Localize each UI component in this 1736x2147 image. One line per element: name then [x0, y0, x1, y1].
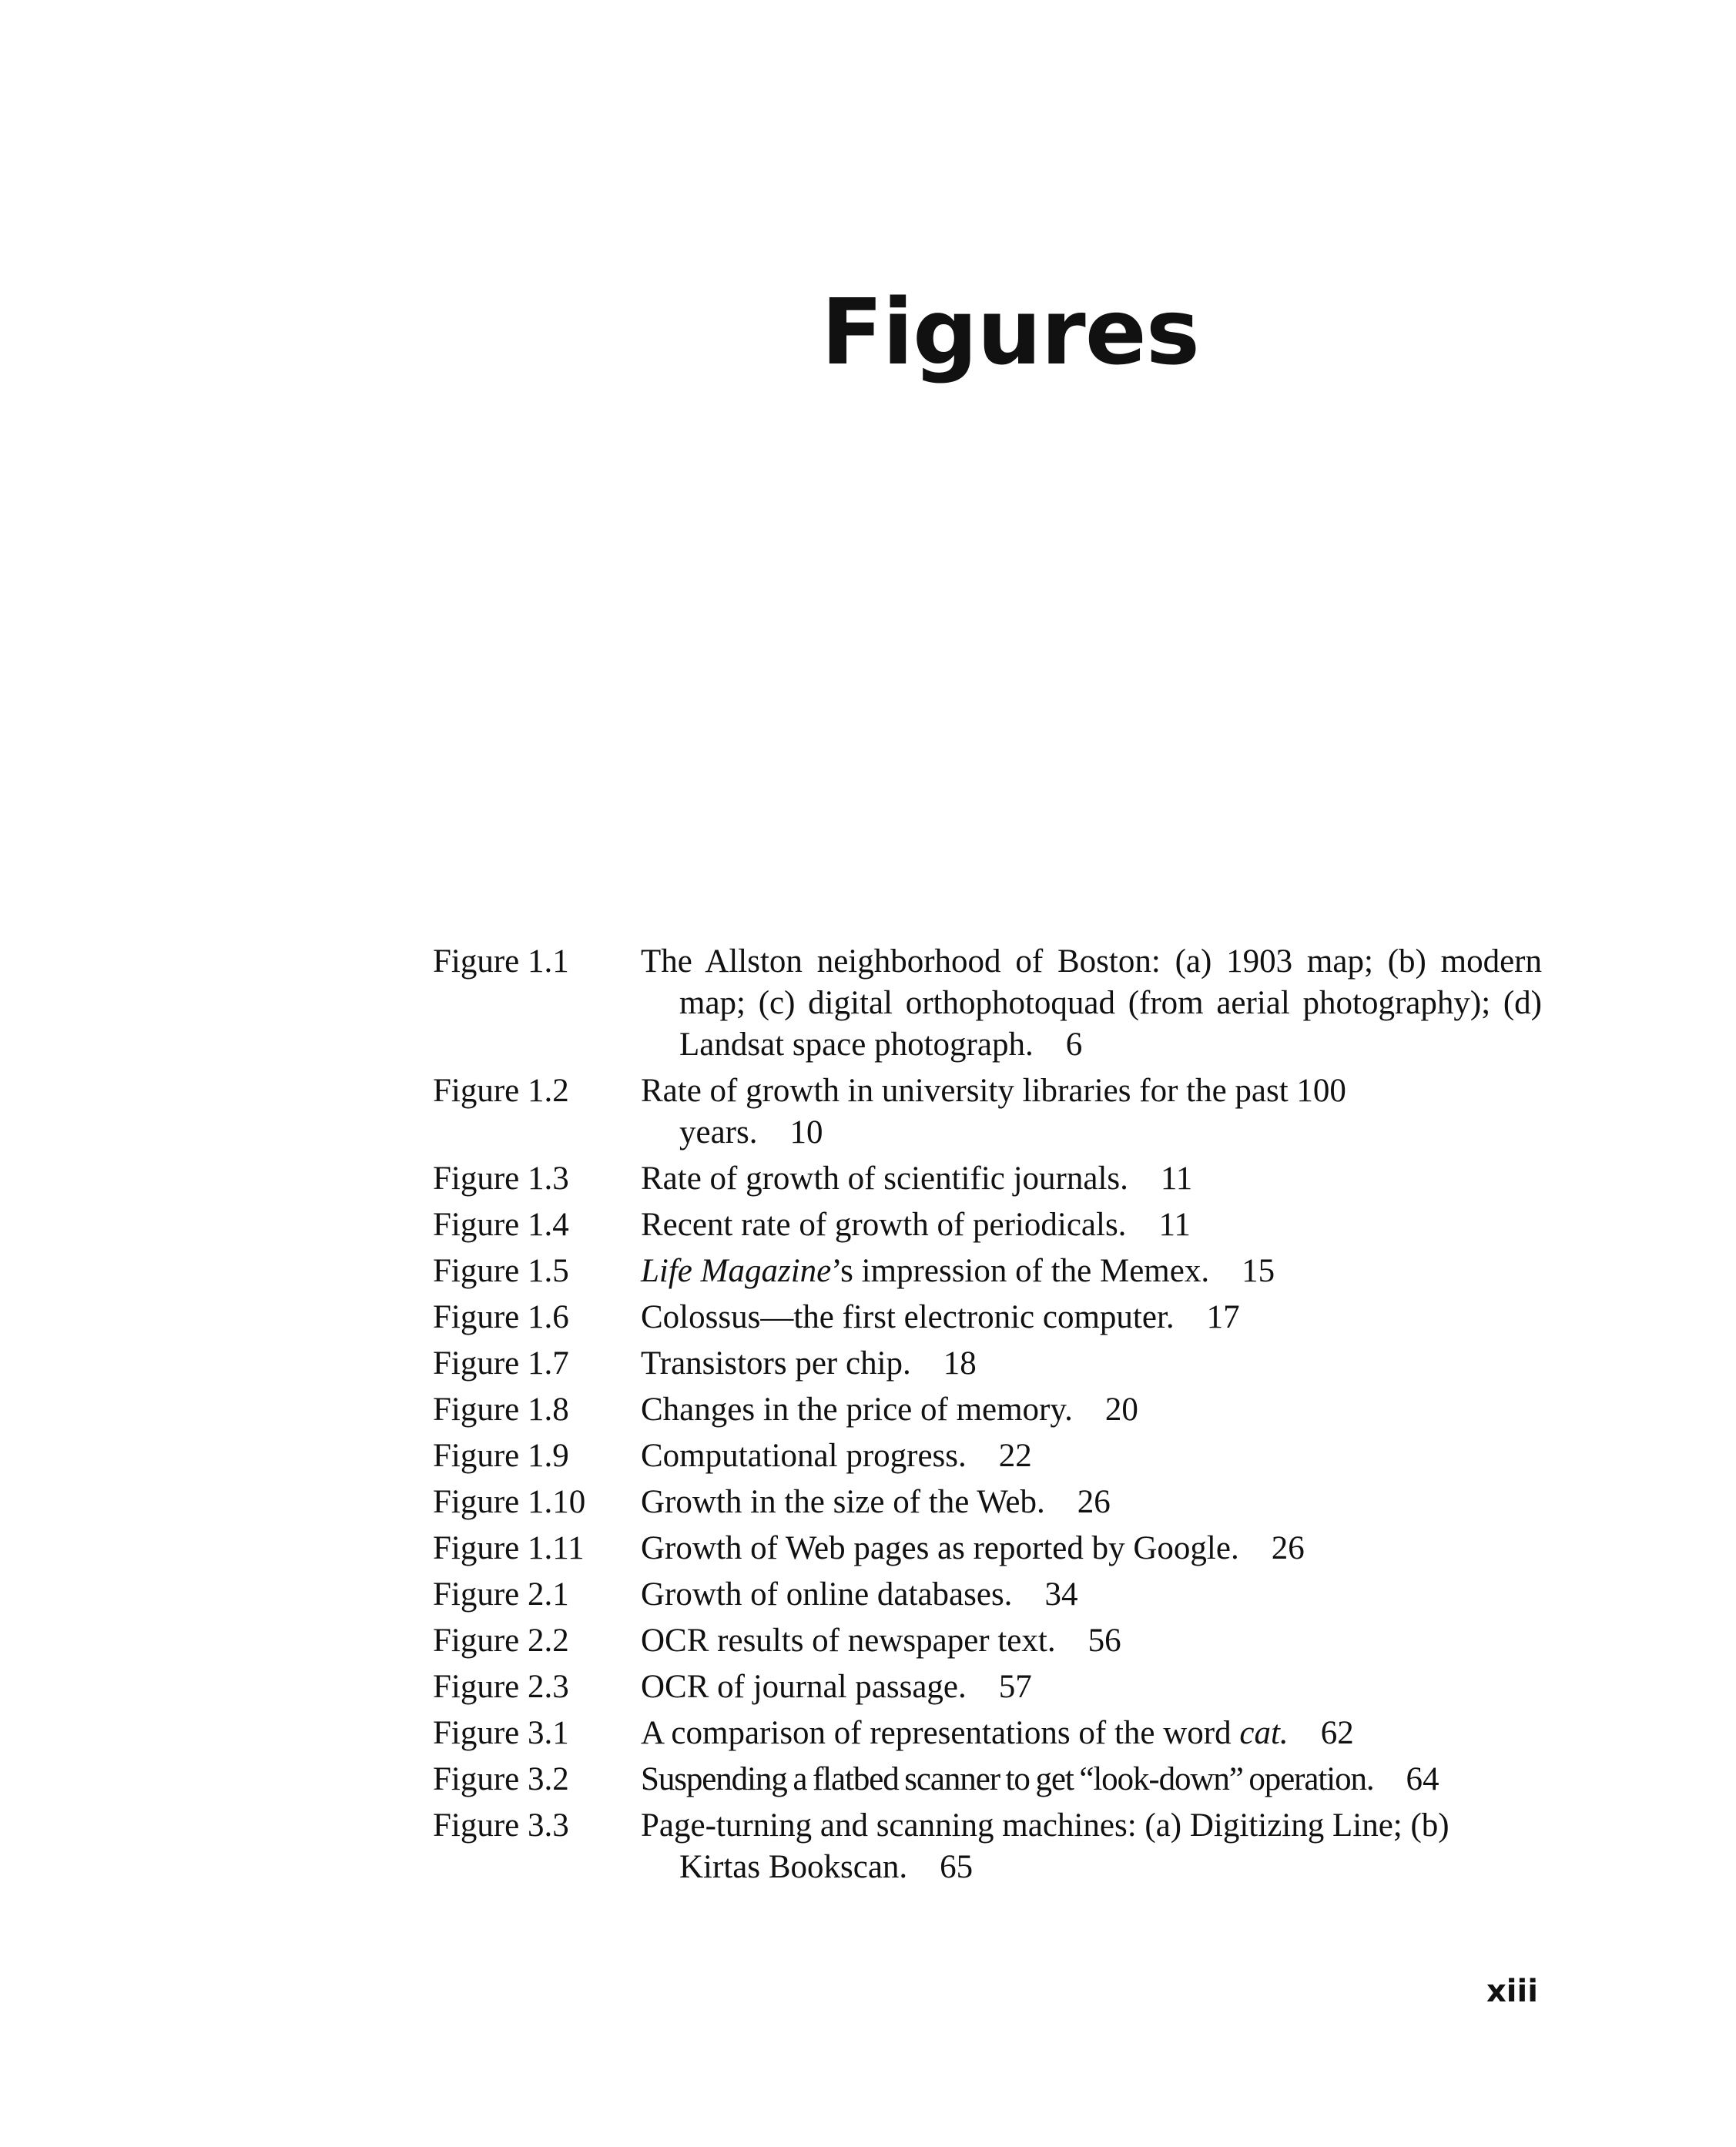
figure-entry-1-2	[433, 1070, 1542, 1154]
figure-label: Figure 1.10	[433, 1484, 586, 1520]
figure-page-number: 17	[1206, 1299, 1240, 1335]
figure-label: Figure 1.5	[433, 1253, 569, 1289]
figure-caption: Page-turning and scanning machines: (a) Digitizing Line; (b) Kirtas Bookscan. 65	[641, 1807, 1449, 1885]
figure-entry-1-1	[433, 941, 1542, 1066]
figure-page-number: 57	[998, 1669, 1032, 1705]
figure-entry-1-8	[433, 1389, 1542, 1431]
figure-caption: Life Magazine’s impression of the Memex. 15	[641, 1253, 1275, 1289]
figure-label: Figure 3.2	[433, 1761, 569, 1797]
figure-label: Figure 1.6	[433, 1299, 569, 1335]
figure-entry-2-2	[433, 1620, 1542, 1662]
figure-page-number: 62	[1320, 1715, 1354, 1751]
figure-label: Figure 2.2	[433, 1623, 569, 1659]
figure-page-number: 20	[1104, 1392, 1138, 1428]
figure-entry-2-3	[433, 1666, 1542, 1708]
figure-caption: OCR of journal passage. 57	[641, 1669, 1032, 1705]
figure-page-number: 26	[1077, 1484, 1111, 1520]
figure-label: Figure 2.3	[433, 1669, 569, 1705]
figure-label: Figure 3.3	[433, 1807, 569, 1844]
figure-entry-1-9	[433, 1435, 1542, 1477]
figure-entry-1-4	[433, 1204, 1542, 1246]
figure-entry-1-3	[433, 1158, 1542, 1200]
figure-label: Figure 1.2	[433, 1073, 569, 1109]
figure-caption: Growth of Web pages as reported by Google. 26	[641, 1530, 1305, 1566]
figure-label: Figure 1.7	[433, 1345, 569, 1382]
figure-entry-3-2	[433, 1759, 1542, 1800]
figure-caption: A comparison of representations of the word cat. 62	[641, 1715, 1354, 1751]
figure-label: Figure 1.9	[433, 1438, 569, 1474]
figure-page-number: 22	[998, 1438, 1032, 1474]
figure-caption: Suspending a flatbed scanner to get “look-down” operation. 64	[641, 1761, 1439, 1797]
figure-entry-2-1	[433, 1574, 1542, 1616]
figure-caption: Changes in the price of memory. 20	[641, 1392, 1138, 1428]
figure-page-number: 11	[1160, 1161, 1193, 1197]
list-of-figures	[433, 941, 1542, 1893]
figure-label: Figure 1.8	[433, 1392, 569, 1428]
figure-page-number: 64	[1406, 1761, 1439, 1797]
figure-caption: Rate of growth in university libraries for the past 100 years. 10	[641, 1073, 1346, 1151]
figure-entry-1-10	[433, 1482, 1542, 1523]
figure-label: Figure 1.3	[433, 1161, 569, 1197]
figure-label: Figure 2.1	[433, 1576, 569, 1613]
figure-entry-1-6	[433, 1297, 1542, 1338]
figure-entry-3-1	[433, 1713, 1542, 1754]
figure-entry-1-11	[433, 1528, 1542, 1569]
page-number: xiii	[1486, 1974, 1538, 2009]
figure-label: Figure 3.1	[433, 1715, 569, 1751]
figure-caption: OCR results of newspaper text. 56	[641, 1623, 1121, 1659]
figure-page-number: 11	[1158, 1207, 1191, 1243]
figure-label: Figure 1.4	[433, 1207, 569, 1243]
figure-page-number: 34	[1044, 1576, 1078, 1613]
figure-page-number: 65	[940, 1849, 974, 1885]
page-title: Figures	[821, 279, 1199, 385]
figure-label: Figure 1.1	[433, 943, 569, 980]
figure-caption: The Allston neighborhood of Boston: (a) 1903 map; (b) modern map; (c) digital orthophotoquad (from aerial photography); (d) Landsat space photograph. 6	[641, 943, 1542, 1063]
figure-label: Figure 1.11	[433, 1530, 585, 1566]
figure-page-number: 10	[789, 1114, 823, 1151]
figure-caption: Rate of growth of scientific journals. 11	[641, 1161, 1193, 1197]
figure-caption: Growth in the size of the Web. 26	[641, 1484, 1111, 1520]
figure-entry-1-5	[433, 1251, 1542, 1292]
figure-page-number: 15	[1242, 1253, 1275, 1289]
figure-entry-3-3	[433, 1805, 1542, 1888]
figure-caption: Recent rate of growth of periodicals. 11	[641, 1207, 1191, 1243]
figure-caption: Computational progress. 22	[641, 1438, 1032, 1474]
figure-page-number: 56	[1088, 1623, 1121, 1659]
figure-caption: Transistors per chip. 18	[641, 1345, 977, 1382]
figure-entry-1-7	[433, 1343, 1542, 1385]
figure-page-number: 6	[1065, 1027, 1083, 1063]
figure-page-number: 26	[1271, 1530, 1305, 1566]
figure-caption: Colossus—the first electronic computer. 17	[641, 1299, 1240, 1335]
figure-caption: Growth of online databases. 34	[641, 1576, 1078, 1613]
figure-page-number: 18	[943, 1345, 977, 1382]
